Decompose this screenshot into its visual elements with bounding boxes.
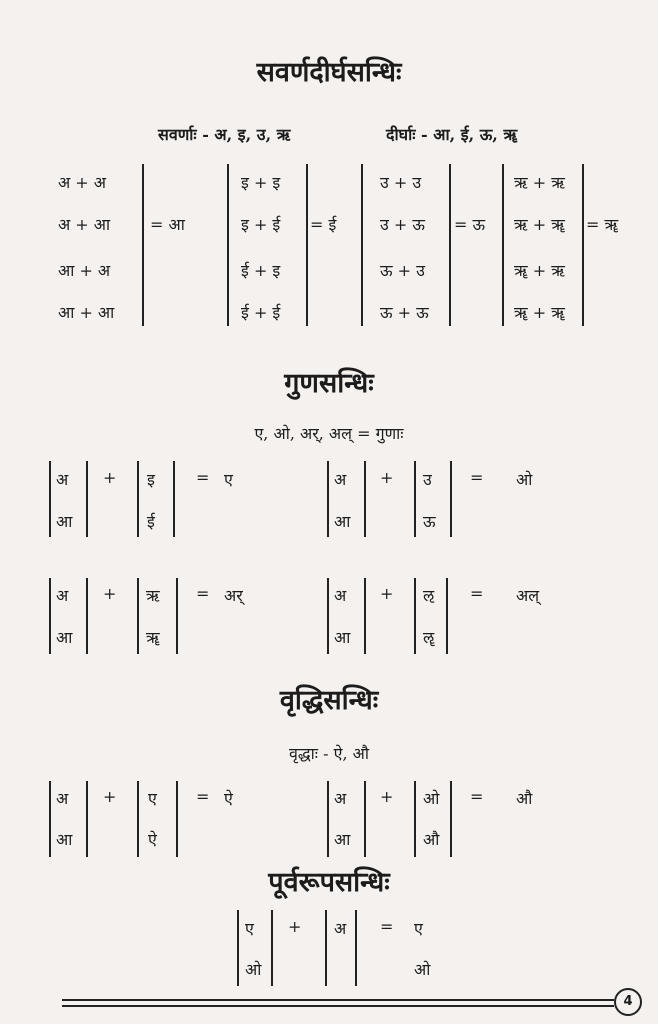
bracket-line [137, 578, 139, 654]
savarna-subtitle: सवर्णाः - अ, इ, उ, ऋ [158, 125, 291, 144]
divider [361, 164, 363, 326]
divider [449, 164, 451, 326]
footer-rule [62, 1005, 614, 1007]
bracket-line [271, 910, 273, 986]
bracket-line [86, 461, 88, 537]
sandhi-result: ऐ [224, 789, 233, 808]
sandhi-row: अ + आ [58, 215, 111, 234]
vowel: ओ [423, 789, 440, 808]
vowel: आ [334, 830, 351, 849]
vowel: ए [148, 789, 157, 808]
vriddhi-heading: वृद्धिसन्धिः [279, 685, 379, 716]
vriddhi-subtitle: वृद्धाः - ऐ, औ [288, 744, 370, 763]
sandhi-row: ऋ + ॠ [514, 215, 565, 234]
bracket-line [364, 781, 366, 857]
guna-heading: गुणसन्धिः [284, 368, 374, 399]
sandhi-result: अल् [516, 586, 540, 605]
sandhi-row: ई + इ [241, 261, 281, 280]
bracket-line [173, 461, 175, 537]
sandhi-row: इ + इ [241, 173, 281, 192]
vowel: औ [423, 830, 440, 849]
equals-sign: = [470, 468, 484, 487]
page-number: 4 [614, 988, 642, 1016]
vowel: आ [56, 512, 73, 531]
bracket-line [414, 461, 416, 537]
vowel: आ [56, 628, 73, 647]
divider [306, 164, 308, 326]
savarna-heading: सवर्णदीर्घसन्धिः [256, 57, 402, 88]
vowel: अ [334, 919, 347, 938]
plus-sign: + [103, 468, 117, 487]
bracket-line [137, 461, 139, 537]
vowel: ॡ [423, 628, 435, 647]
equals-sign: = [196, 787, 210, 806]
bracket-line [327, 461, 329, 537]
divider [502, 164, 504, 326]
vowel: ओ [245, 960, 262, 979]
bracket-line [364, 578, 366, 654]
bracket-line [414, 578, 416, 654]
vowel: अ [334, 470, 347, 489]
bracket-line [176, 578, 178, 654]
bracket-line [49, 781, 51, 857]
sandhi-row: आ + आ [58, 303, 115, 322]
bracket-line [450, 461, 452, 537]
sandhi-row: आ + अ [58, 261, 111, 280]
bracket-line [237, 910, 239, 986]
vowel: अ [334, 586, 347, 605]
purvarupa-heading: पूर्वरूपसन्धिः [268, 867, 390, 898]
sandhi-row: इ + ई [241, 215, 281, 234]
vowel: ऋ [146, 586, 160, 605]
bracket-line [49, 461, 51, 537]
plus-sign: + [103, 584, 117, 603]
vowel: इ [147, 470, 155, 489]
vowel: ॠ [146, 628, 160, 647]
sandhi-row: ॠ + ऋ [514, 261, 565, 280]
bracket-line [414, 781, 416, 857]
sandhi-result: अर् [224, 586, 243, 605]
plus-sign: + [288, 917, 302, 936]
vowel: आ [334, 512, 351, 531]
footer-rule [62, 999, 614, 1001]
sandhi-result: = ॠ [586, 215, 619, 234]
vowel: अ [56, 586, 69, 605]
bracket-line [86, 578, 88, 654]
bracket-line [450, 781, 452, 857]
sandhi-result: = ऊ [454, 215, 486, 234]
sandhi-row: ऋ + ऋ [514, 173, 565, 192]
vowel: ई [147, 512, 155, 531]
vowel: ऊ [423, 512, 436, 531]
vowel: ए [245, 919, 254, 938]
vowel: ऐ [148, 830, 157, 849]
divider [227, 164, 229, 326]
equals-sign: = [470, 584, 484, 603]
sandhi-row: ई + ई [241, 303, 281, 322]
sandhi-result: = आ [150, 215, 185, 234]
sandhi-row: अ + अ [58, 173, 107, 192]
divider [582, 164, 584, 326]
sandhi-result: औ [516, 789, 533, 808]
bracket-line [446, 578, 448, 654]
sandhi-result: ओ [516, 470, 533, 489]
sandhi-row: उ + उ [380, 173, 422, 192]
guna-subtitle: ए, ओ, अर्, अल् = गुणाः [254, 424, 404, 443]
bracket-line [327, 578, 329, 654]
sandhi-result: ए [224, 470, 233, 489]
sandhi-result: ए [414, 919, 423, 938]
plus-sign: + [103, 787, 117, 806]
dirgha-subtitle: दीर्घाः - आ, ई, ऊ, ॠ [386, 125, 518, 144]
vowel: अ [334, 789, 347, 808]
vowel: आ [56, 830, 73, 849]
equals-sign: = [380, 917, 394, 936]
sandhi-row: उ + ऊ [380, 215, 425, 234]
plus-sign: + [380, 584, 394, 603]
bracket-line [327, 781, 329, 857]
plus-sign: + [380, 468, 394, 487]
equals-sign: = [196, 584, 210, 603]
bracket-line [355, 910, 357, 986]
bracket-line [86, 781, 88, 857]
equals-sign: = [470, 787, 484, 806]
sandhi-result: ओ [414, 960, 431, 979]
vowel: आ [334, 628, 351, 647]
plus-sign: + [380, 787, 394, 806]
vowel: ऌ [423, 586, 435, 605]
sandhi-row: ॠ + ॠ [514, 303, 565, 322]
bracket-line [364, 461, 366, 537]
divider [142, 164, 144, 326]
bracket-line [137, 781, 139, 857]
bracket-line [49, 578, 51, 654]
vowel: अ [56, 789, 69, 808]
equals-sign: = [196, 468, 210, 487]
bracket-line [325, 910, 327, 986]
bracket-line [176, 781, 178, 857]
vowel: उ [423, 470, 432, 489]
vowel: अ [56, 470, 69, 489]
sandhi-result: = ई [310, 215, 337, 234]
sandhi-row: ऊ + ऊ [380, 303, 429, 322]
sandhi-row: ऊ + उ [380, 261, 425, 280]
